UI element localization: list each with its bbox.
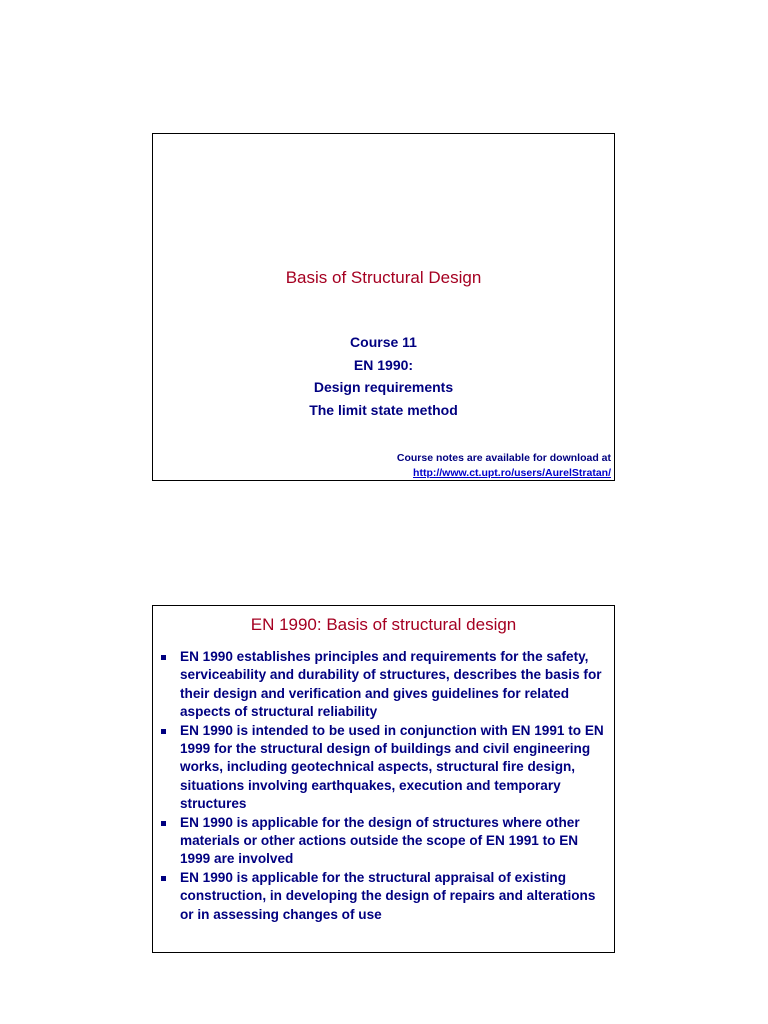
bullet-text: EN 1990 is intended to be used in conjunction with EN 1991 to EN 1999 for the structural design of buildings and civil engineering works, including geotechnical aspects, structural fire design, situations involving earthquakes, execution and temporary structures (180, 722, 604, 811)
slide-2 (152, 605, 615, 953)
bullet-text: EN 1990 establishes principles and requirements for the safety, serviceability and durability of structures, describes the basis for their design and verification and gives guidelines for related aspects of structural reliability (180, 649, 602, 719)
topic-line-1: Design requirements (313, 379, 454, 395)
slide-1 (152, 133, 615, 481)
topic-line-2: The limit state method (309, 401, 458, 418)
bullet-text: EN 1990 is applicable for the structural appraisal of existing construction, in developing the design of repairs and alterations or in assessing changes of use (180, 870, 596, 922)
course-notes-link[interactable]: http://www.ct.upt.ro/users/AurelStratan/ (413, 467, 611, 479)
bullet-text: EN 1990 is applicable for the design of structures where other materials or other actions outside the scope of EN 1991 to EN 1999 are involved (180, 814, 580, 867)
bullet-square-icon (161, 729, 166, 734)
bullet-square-icon (161, 821, 166, 826)
slide-2-title: EN 1990: Basis of structural design (250, 615, 517, 634)
bullet-item (161, 869, 608, 924)
slide-1-subtitle (153, 331, 614, 421)
bullet-item (161, 648, 608, 721)
standard-name: EN 1990: (353, 356, 414, 373)
bullet-item (161, 814, 608, 869)
bullet-item (161, 722, 608, 813)
bullet-list (161, 648, 608, 924)
course-number: Course 11 (350, 334, 417, 350)
course-notes (397, 451, 611, 481)
bullet-square-icon (161, 655, 166, 660)
course-notes-text: Course notes are available for download at (396, 452, 611, 464)
slide-1-title: Basis of Structural Design (285, 268, 482, 287)
bullet-square-icon (161, 876, 166, 881)
